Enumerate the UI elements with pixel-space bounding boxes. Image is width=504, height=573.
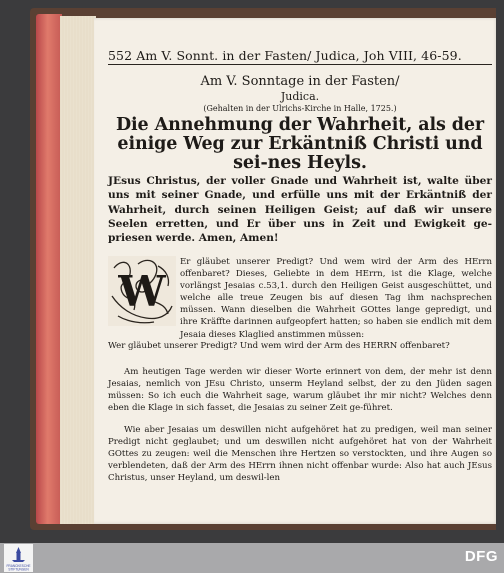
paragraph-2: Am heutigen Tage werden wir dieser Worte erinnert von dem, der mehr ist denn Jesaias, nemlich von JEsu Christo, unserm Heyland selbst, der zu den Jüden sagen müssen: So ich euch die Wahrheit sage, warum gläubet ihr mir nicht? Welches denn eben die Klage in sich fasset, die Jesaias zu seiner Zeit ge-führet. (108, 367, 492, 414)
paragraph-1-end: Wer gläubet unserer Predigt? Und wem wird der Arm des HERRN offenbaret? (108, 341, 450, 351)
header-rule (108, 64, 492, 65)
decorated-initial-icon (108, 256, 176, 326)
sermon-note: (Gehalten in der Ulrichs-Kirche in Halle, 1725.) (203, 104, 397, 113)
paragraph-3: Wie aber Jesaias um deswillen nicht aufgehöret hat zu predigen, weil man seiner Predigt nicht geglaubet; und um deswillen nicht aufgehöret hat von der Wahrheit GOttes zu zeugen: weil die Menschen ihre Hertzen so verstockten, und ihre Augen so verblendeten, daß der Arm des HErrn ihnen nicht offenbar wurde: Also hat auch JEsus Christus, unser Heyland, um deswil-len (108, 425, 492, 484)
svg-text:W: W (118, 267, 166, 316)
svg-text:STIFTUNGEN: STIFTUNGEN (8, 567, 29, 572)
dfg-logo[interactable]: DFG (464, 548, 498, 565)
footer-bar (0, 543, 504, 573)
book-red-edge (36, 14, 62, 524)
sermon-subtitle: Judica. (280, 90, 320, 103)
sermon-title: Am V. Sonntage in der Fasten/ (200, 74, 400, 89)
opening-prayer: JEsus Christus, der voller Gnade und Wahrheit ist, walte über uns mit seiner Gnade, und erfülle uns mit der Erkäntniß der Wahrheit, durch seinen Heiligen Geist; auf daß wir unsere Seelen erretten, und Er über uns in Zeit und Ewigkeit ge-priesen werde. Amen, Amen! (108, 175, 492, 245)
franckesche-stiftungen-logo-icon[interactable] (4, 544, 33, 572)
svg-text:FRANCKESCHE: FRANCKESCHE (6, 564, 31, 568)
scanned-page (94, 18, 498, 524)
page-stack-edge (60, 16, 96, 524)
main-title: Die Annehmung der Wahrheit, als der einige Weg zur Erkäntniß Christi und sei-nes Heyls. (115, 115, 485, 173)
running-header: 552 Am V. Sonnt. in der Fasten/ Judica, Joh VIII, 46-59. (108, 48, 462, 63)
paragraph-1: Er gläubet unserer Predigt? Und wem wird der Arm des HErrn offenbaret? Dieses, Geliebte in dem HErrn, ist die Klage, welche vorlängst Jesaias c.53,1. durch den Heiligen Geist ausgeschüttet, und welche alle treue Zeugen bis auf diesen Tag ihm nachsprechen müssen. Wann dieselben die Wahrheit GOttes lange gepredigt, und ihre Kräffte darinnen aufgeopfert hatten; so haben sie endlich mit dem Jesaia dieses Klaglied anstimmen müssen: (180, 257, 492, 340)
viewer-right-border (496, 0, 504, 543)
